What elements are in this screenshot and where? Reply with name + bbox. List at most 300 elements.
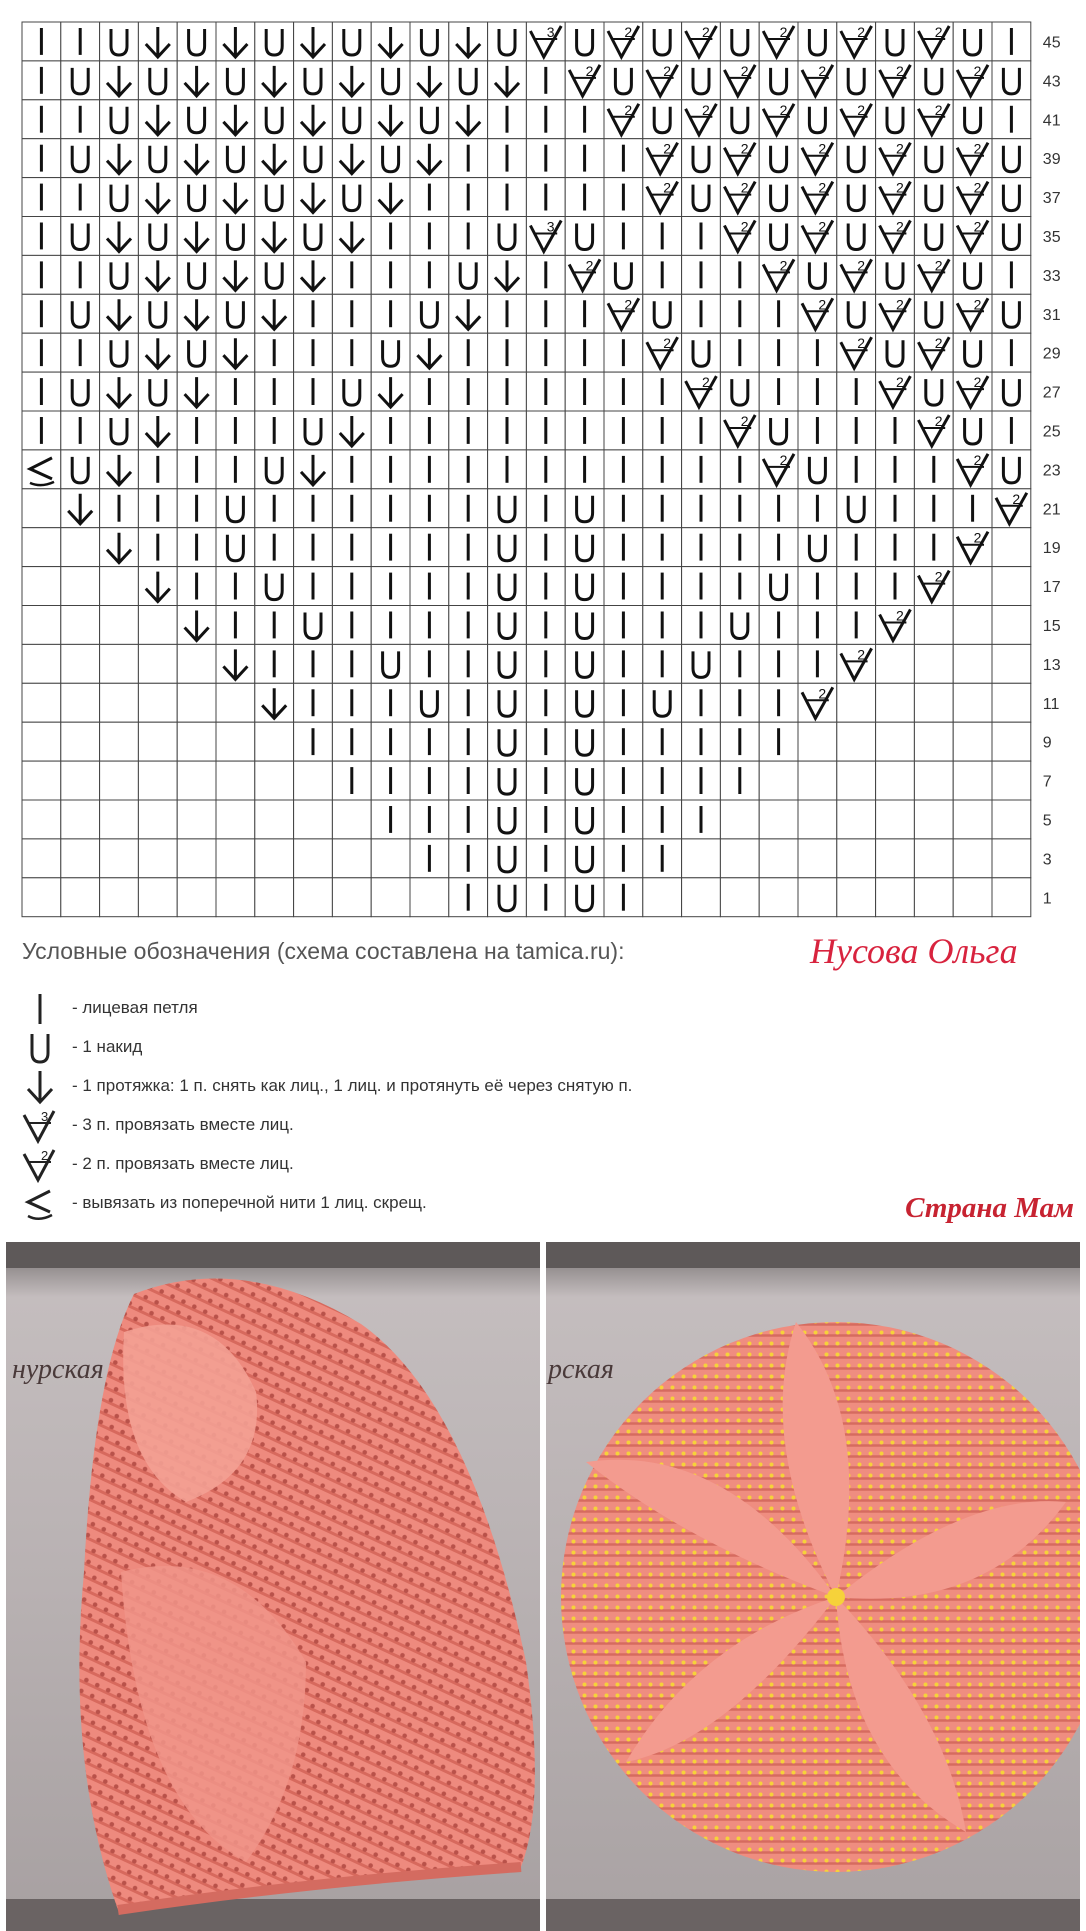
chart-cell [371, 800, 410, 839]
knit-stitch-icon [20, 990, 60, 1028]
chart-cell [371, 722, 410, 761]
chart-cell [759, 683, 798, 722]
chart-cell [876, 878, 915, 917]
chart-cell [953, 255, 992, 294]
row-number-label: 25 [1042, 423, 1061, 441]
chart-cell [914, 61, 953, 100]
chart-cell [255, 450, 294, 489]
chart-cell [565, 878, 604, 917]
chart-cell [100, 839, 139, 878]
chart-cell [914, 139, 953, 178]
chart-cell [837, 255, 876, 294]
chart-cell [177, 489, 216, 528]
chart-cell [100, 61, 139, 100]
chart-cell [177, 411, 216, 450]
chart-cell [759, 839, 798, 878]
chart-cell [798, 100, 837, 139]
chart-cell [294, 683, 333, 722]
row-number-label: 3 [1042, 851, 1052, 869]
chart-cell [294, 333, 333, 372]
chart-cell [914, 567, 953, 606]
chart-cell [526, 489, 565, 528]
chart-cell [837, 567, 876, 606]
chart-cell [914, 217, 953, 256]
chart-cell [216, 606, 255, 645]
chart-cell [61, 22, 100, 61]
chart-cell [449, 178, 488, 217]
row-number-label: 45 [1042, 34, 1061, 52]
chart-cell [332, 644, 371, 683]
chart-cell [371, 61, 410, 100]
chart-cell [876, 683, 915, 722]
chart-cell [682, 606, 721, 645]
chart-cell [565, 800, 604, 839]
chart-cell-count: 2 [779, 24, 788, 40]
chart-cell [953, 333, 992, 372]
chart-cell [526, 683, 565, 722]
chart-cell [682, 644, 721, 683]
chart-cell [565, 61, 604, 100]
chart-cell [488, 255, 527, 294]
chart-cell [255, 333, 294, 372]
chart-cell [371, 761, 410, 800]
chart-cell [449, 489, 488, 528]
chart-cell [565, 22, 604, 61]
chart-cell [294, 294, 333, 333]
chart-cell [914, 839, 953, 878]
chart-cell-count: 2 [857, 257, 865, 274]
chart-cell [177, 800, 216, 839]
chart-cell [410, 255, 449, 294]
chart-cell [100, 333, 139, 372]
chart-cell [449, 411, 488, 450]
chart-cell [526, 100, 565, 139]
chart-cell [914, 606, 953, 645]
chart-cell [177, 839, 216, 878]
chart-cell [216, 61, 255, 100]
chart-cell [449, 255, 488, 294]
chart-cell [876, 294, 915, 333]
chart-cell [138, 411, 177, 450]
chart-cell [604, 489, 643, 528]
chart-cell [643, 761, 682, 800]
chart-cell [177, 61, 216, 100]
chart-cell [526, 22, 565, 61]
chart-cell [61, 644, 100, 683]
chart-cell-count: 2 [585, 62, 594, 79]
chart-cell [992, 450, 1031, 489]
chart-cell [488, 878, 527, 917]
chart-cell [216, 839, 255, 878]
chart-cell [526, 761, 565, 800]
chart-cell [604, 255, 643, 294]
chart-cell [837, 178, 876, 217]
chart-cell [992, 217, 1031, 256]
chart-cell-count: 2 [934, 568, 943, 585]
chart-cell-count: 2 [973, 296, 982, 313]
chart-cell [138, 878, 177, 917]
chart-cell [759, 22, 798, 61]
chart-cell [565, 411, 604, 450]
chart-cell [410, 372, 449, 411]
chart-cell [682, 878, 721, 917]
chart-cell [22, 683, 61, 722]
row-number-label: 23 [1042, 462, 1061, 480]
chart-cell [876, 255, 915, 294]
row-number-label: 17 [1042, 579, 1061, 597]
chart-cell [837, 489, 876, 528]
chart-cell [294, 761, 333, 800]
hat-top-image [546, 1242, 1080, 1931]
chart-cell [604, 800, 643, 839]
chart-cell [332, 528, 371, 567]
chart-cell [604, 333, 643, 372]
chart-cell [371, 489, 410, 528]
chart-cell [61, 255, 100, 294]
chart-cell [526, 178, 565, 217]
chart-cell [177, 255, 216, 294]
chart-cell-count: 2 [934, 101, 943, 118]
chart-cell [526, 217, 565, 256]
chart-cell [61, 761, 100, 800]
chart-cell [953, 567, 992, 606]
chart-cell-count: 2 [896, 62, 904, 79]
chart-cell [643, 217, 682, 256]
chart-cell [410, 644, 449, 683]
chart-cell [837, 411, 876, 450]
chart-cell [526, 528, 565, 567]
chart-cell [837, 139, 876, 178]
chart-cell [798, 644, 837, 683]
chart-cell [410, 139, 449, 178]
chart-cell [332, 450, 371, 489]
chart-cell-count: 2 [857, 646, 865, 663]
chart-cell [294, 217, 333, 256]
chart-cell [138, 372, 177, 411]
chart-cell [759, 800, 798, 839]
chart-cell [953, 450, 992, 489]
chart-cell [177, 722, 216, 761]
chart-cell [604, 644, 643, 683]
chart-cell [255, 839, 294, 878]
chart-cell [449, 61, 488, 100]
chart-cell [526, 800, 565, 839]
chart-cell [876, 567, 915, 606]
chart-cell-count: 2 [740, 218, 749, 235]
chart-cell [720, 644, 759, 683]
chart-cell [798, 839, 837, 878]
chart-cell [953, 411, 992, 450]
chart-cell [682, 294, 721, 333]
chart-cell [216, 411, 255, 450]
chart-cell [332, 139, 371, 178]
chart-cell [526, 878, 565, 917]
chart-cell [61, 333, 100, 372]
chart-cell [604, 761, 643, 800]
chart-cell-count: 2 [857, 335, 865, 352]
chart-cell [604, 878, 643, 917]
chart-cell [22, 178, 61, 217]
chart-cell [332, 761, 371, 800]
chart-cell-count: 2 [585, 257, 594, 274]
chart-cell [682, 61, 721, 100]
legend-title: Условные обозначения (схема составлена на tamica.ru): [22, 938, 625, 964]
chart-cell [604, 178, 643, 217]
chart-cell [643, 100, 682, 139]
chart-cell [22, 61, 61, 100]
chart-cell [216, 489, 255, 528]
chart-cell [720, 255, 759, 294]
chart-cell [604, 722, 643, 761]
chart-cell [682, 722, 721, 761]
row-number-label: 37 [1042, 190, 1061, 208]
chart-cell-count: 2 [740, 413, 749, 429]
chart-cell [643, 333, 682, 372]
chart-cell [992, 294, 1031, 333]
chart-cell [837, 22, 876, 61]
chart-cell [914, 878, 953, 917]
row-number-label: 7 [1042, 773, 1052, 791]
chart-cell [565, 217, 604, 256]
chart-cell [410, 22, 449, 61]
chart-cell [953, 839, 992, 878]
chart-cell [216, 761, 255, 800]
chart-cell [876, 606, 915, 645]
chart-cell [720, 411, 759, 450]
chart-cell [294, 606, 333, 645]
chart-cell [914, 294, 953, 333]
chart-cell [720, 22, 759, 61]
chart-cell [914, 333, 953, 372]
chart-cell-count: 2 [896, 179, 904, 196]
chart-cell [682, 139, 721, 178]
chart-cell [876, 839, 915, 878]
chart-cell [992, 722, 1031, 761]
chart-cell [682, 22, 721, 61]
chart-cell [216, 22, 255, 61]
svg-text:3: 3 [41, 1109, 49, 1124]
row-number-label: 15 [1042, 617, 1061, 635]
chart-cell [22, 722, 61, 761]
hat-side-image [6, 1242, 540, 1931]
chart-cell [565, 606, 604, 645]
chart-cell [255, 606, 294, 645]
chart-cell [643, 139, 682, 178]
chart-cell [138, 294, 177, 333]
chart-cell [294, 255, 333, 294]
chart-cell [216, 217, 255, 256]
chart-cell [914, 411, 953, 450]
chart-cell [61, 372, 100, 411]
chart-cell [876, 372, 915, 411]
chart-cell [720, 528, 759, 567]
chart-cell [61, 878, 100, 917]
chart-cell-count: 2 [779, 257, 788, 274]
chart-cell [371, 100, 410, 139]
chart-cell-count: 3 [546, 24, 555, 40]
chart-cell [332, 683, 371, 722]
chart-cell [992, 411, 1031, 450]
chart-cell [720, 61, 759, 100]
chart-cell [565, 683, 604, 722]
chart-cell [294, 489, 333, 528]
chart-cell [255, 22, 294, 61]
chart-cell [177, 528, 216, 567]
legend-text-slip: - 1 протяжка: 1 п. снять как лиц., 1 лиц. и протянуть её через снятую п. [72, 1076, 633, 1095]
chart-cell [914, 800, 953, 839]
chart-cell [565, 761, 604, 800]
chart-cell [22, 644, 61, 683]
chart-cell [177, 139, 216, 178]
chart-cell [255, 294, 294, 333]
chart-cell [643, 606, 682, 645]
chart-cell [643, 61, 682, 100]
chart-cell [876, 217, 915, 256]
chart-cell [100, 878, 139, 917]
chart-cell [294, 178, 333, 217]
chart-cell [953, 489, 992, 528]
chart-cell [410, 528, 449, 567]
chart-cell [61, 294, 100, 333]
chart-cell [449, 839, 488, 878]
chart-cell [798, 411, 837, 450]
chart-cell [837, 333, 876, 372]
chart-cell [837, 722, 876, 761]
chart-cell [759, 878, 798, 917]
chart-cell [953, 644, 992, 683]
row-number-label: 43 [1042, 73, 1061, 91]
chart-cell [294, 22, 333, 61]
chart-cell [643, 644, 682, 683]
chart-cell [526, 139, 565, 178]
chart-cell-count: 3 [546, 218, 555, 235]
chart-cell [371, 217, 410, 256]
chart-cell [682, 800, 721, 839]
chart-cell [138, 567, 177, 606]
chart-cell [410, 61, 449, 100]
chart-cell [138, 22, 177, 61]
chart-cell [177, 683, 216, 722]
chart-cell-count: 2 [973, 179, 982, 196]
chart-cell [488, 800, 527, 839]
chart-cell [22, 878, 61, 917]
legend-text-k3tog: - 3 п. провязать вместе лиц. [72, 1115, 294, 1134]
chart-cell-count: 2 [973, 374, 982, 391]
chart-cell [914, 22, 953, 61]
chart-cell [22, 411, 61, 450]
chart-cell [216, 450, 255, 489]
chart-cell [22, 217, 61, 256]
chart-cell [332, 606, 371, 645]
chart-cell [720, 450, 759, 489]
chart-cell-count: 2 [702, 101, 710, 118]
chart-cell [682, 567, 721, 606]
chart-cell [643, 255, 682, 294]
chart-cell [138, 100, 177, 139]
chart-cell [992, 606, 1031, 645]
chart-cell [565, 722, 604, 761]
chart-cell [953, 800, 992, 839]
chart-cell [604, 683, 643, 722]
chart-cell [371, 450, 410, 489]
chart-cell [604, 217, 643, 256]
chart-cell [255, 61, 294, 100]
chart-cell [22, 567, 61, 606]
chart-cell [216, 294, 255, 333]
chart-cell [371, 839, 410, 878]
chart-cell [371, 22, 410, 61]
chart-cell [953, 139, 992, 178]
chart-cell [604, 22, 643, 61]
chart-cell-count: 2 [896, 218, 904, 235]
chart-cell-count: 2 [624, 296, 633, 313]
chart-cell [294, 878, 333, 917]
chart-cell [449, 800, 488, 839]
chart-cell [914, 178, 953, 217]
chart-cell [953, 372, 992, 411]
hat-side-photo [6, 1242, 540, 1931]
chart-cell [643, 372, 682, 411]
chart-cell [255, 372, 294, 411]
chart-cell [61, 528, 100, 567]
chart-cell [604, 100, 643, 139]
chart-cell [100, 528, 139, 567]
legend-text-knit: - лицевая петля [72, 998, 198, 1017]
chart-cell [682, 411, 721, 450]
chart-cell-count: 2 [896, 296, 904, 313]
chart-cell [720, 294, 759, 333]
chart-cell [294, 411, 333, 450]
chart-cell-count: 2 [934, 24, 943, 40]
chart-cell [488, 22, 527, 61]
chart-cell [216, 567, 255, 606]
chart-cell [526, 644, 565, 683]
chart-cell [61, 450, 100, 489]
chart-cell [876, 528, 915, 567]
chart-cell [643, 450, 682, 489]
chart-cell [876, 178, 915, 217]
chart-cell [100, 450, 139, 489]
chart-cell [682, 100, 721, 139]
chart-cell [643, 411, 682, 450]
chart-cell [526, 606, 565, 645]
chart-cell [992, 178, 1031, 217]
chart-cell [488, 139, 527, 178]
chart-cell [720, 372, 759, 411]
chart-cell [138, 489, 177, 528]
chart-cell [177, 333, 216, 372]
chart-cell [61, 722, 100, 761]
chart-cell [100, 644, 139, 683]
chart-cell [798, 800, 837, 839]
chart-cell [255, 683, 294, 722]
chart-cell [449, 606, 488, 645]
chart-cell [837, 800, 876, 839]
chart-cell [100, 217, 139, 256]
chart-cell [488, 761, 527, 800]
chart-cell-count: 2 [857, 24, 865, 40]
chart-cell [488, 411, 527, 450]
chart-cell [61, 683, 100, 722]
chart-cell [449, 294, 488, 333]
chart-cell [332, 217, 371, 256]
chart-cell [177, 100, 216, 139]
chart-cell [488, 489, 527, 528]
chart-cell-count: 2 [740, 140, 749, 157]
chart-cell-count: 2 [973, 529, 982, 546]
chart-cell [371, 255, 410, 294]
chart-cell [138, 839, 177, 878]
